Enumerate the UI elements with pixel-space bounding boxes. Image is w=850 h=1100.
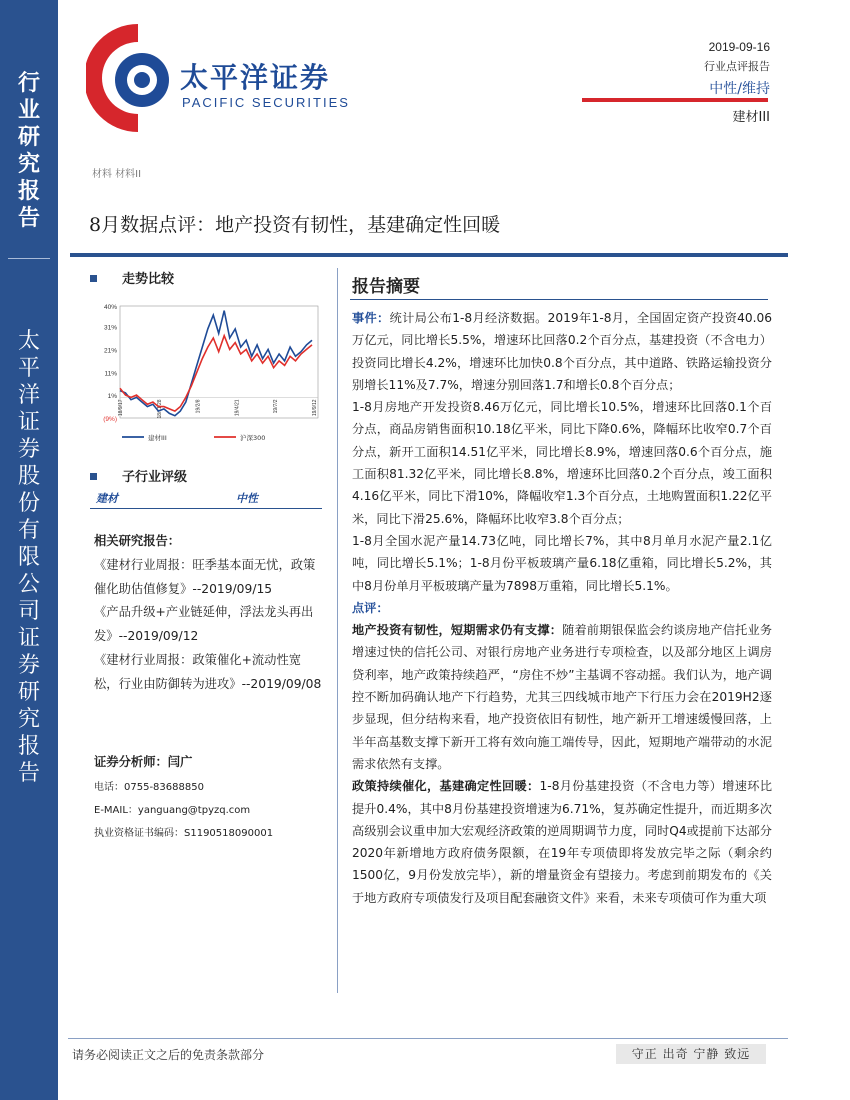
sidebar-char: 司 bbox=[17, 599, 40, 624]
x-tick-label: 18/11/28 bbox=[156, 399, 163, 419]
sidebar-char: 证 bbox=[17, 626, 40, 651]
header-red-rule bbox=[582, 98, 768, 102]
report-date: 2019-09-16 bbox=[708, 40, 770, 54]
summary-heading: 报告摘要 bbox=[352, 277, 420, 297]
sidebar-char: 有 bbox=[17, 518, 40, 543]
sub-industry-rating: 中性 bbox=[236, 492, 258, 505]
trend-chart-svg bbox=[90, 298, 325, 448]
sidebar-char: 股 bbox=[17, 464, 40, 489]
x-tick-label: 19/2/8 bbox=[195, 399, 202, 414]
sidebar-char: 究 bbox=[17, 151, 40, 177]
analyst-email: E-MAIL：yanguang@tpyzq.com bbox=[94, 805, 251, 816]
sidebar-divider bbox=[8, 258, 50, 259]
y-tick-label: 31% bbox=[103, 324, 117, 332]
comment-1-text: 随着前期银保监会约谈房地产信托业务增速过快的信托公司、对银行房地产业务进行专项检查，以及部分地区上调房贷利率，地产政策持续趋严，“房住不炒”主基调不容动摇。我们认为，地产调控不断加码确认地产下行趋势，尤其三四线城市地产下行压力会在2019H2逐步显现，但分结构来看，地产投资依旧有韧性，地产新开工增速缓慢回落，上半年高基数支撑下新开工将有效向施工端传导，因此，短期地产端带动的水泥需求依然有支撑。 bbox=[352, 623, 773, 771]
sidebar-char: 份 bbox=[17, 491, 40, 516]
sidebar-char: 告 bbox=[17, 761, 40, 786]
sidebar-char: 行 bbox=[17, 70, 40, 96]
cement-paragraph: 1-8月全国水泥产量14.73亿吨，同比增长7%，其中8月单月水泥产量2.1亿吨，同比增长5.1%；1-8月份平板玻璃产量6.18亿重箱，同比增长5.2%，其中8月份单月平板玻璃产量为7898万重箱，同比增长5.1%。 bbox=[352, 533, 772, 593]
sidebar-char: 究 bbox=[17, 707, 40, 732]
realestate-paragraph: 1-8月房地产开发投资8.46万亿元，同比增长10.5%，增速环比回落0.1个百分点，商品房销售面积10.18亿平米，同比下降0.6%，降幅环比收窄0.7个百分点，新开工面积14.51亿平米，同比增长8.9%，增速回落0.6个百分点，施工面积81.32亿平米，同比增长8.8%，增速环比回落0.2个百分点，竣工面积4.16亿平米，同比下滑10%，降幅收窄1.3个百分点，土地购置面积1.22亿平米，同比下滑25.6%，降幅环比收窄3.8个百分点； bbox=[352, 400, 772, 526]
related-item: 《建材行业周报：旺季基本面无忧，政策催化助估值修复》--2019/09/15 bbox=[94, 557, 316, 596]
y-tick-label: 40% bbox=[103, 304, 117, 311]
footer-rule bbox=[68, 1038, 788, 1039]
summary-rule bbox=[350, 299, 768, 300]
logo-mark-icon bbox=[86, 18, 186, 138]
x-tick-label: 19/9/12 bbox=[312, 399, 318, 417]
report-type: 行业点评报告 bbox=[704, 60, 770, 73]
page-title: 8月数据点评：地产投资有韧性，基建确定性回暖 bbox=[89, 214, 501, 236]
sidebar-company-name bbox=[0, 328, 58, 787]
sub-industry-rating-row bbox=[96, 490, 258, 506]
left-sidebar bbox=[0, 0, 58, 1100]
summary-body bbox=[352, 307, 772, 909]
footer-motto: 守正 出奇 宁静 致远 bbox=[616, 1044, 766, 1064]
comment-label: 点评： bbox=[352, 600, 389, 615]
legend-label: 建材III bbox=[148, 434, 167, 442]
chart-frame bbox=[120, 306, 318, 418]
y-tick-label: (9%) bbox=[103, 416, 117, 423]
trend-heading: 走势比较 bbox=[122, 272, 175, 287]
company-logo bbox=[86, 18, 376, 138]
title-rule bbox=[70, 253, 788, 257]
rating-rule bbox=[90, 508, 322, 509]
section-marker bbox=[90, 473, 97, 480]
related-item: 《建材行业周报：政策催化+流动性宽松，行业由防御转为进攻》--2019/09/08 bbox=[94, 652, 322, 691]
sidebar-char: 报 bbox=[17, 178, 40, 204]
sidebar-char: 洋 bbox=[17, 383, 40, 408]
sidebar-char: 平 bbox=[17, 356, 40, 381]
event-paragraph bbox=[352, 307, 772, 396]
report-industry: 建材III bbox=[732, 110, 770, 125]
x-tick-label: 19/7/2 bbox=[273, 399, 280, 414]
related-reports bbox=[94, 530, 324, 697]
sidebar-char: 研 bbox=[17, 124, 40, 150]
sidebar-char: 研 bbox=[17, 680, 40, 705]
sidebar-report-kind bbox=[0, 70, 58, 232]
event-text: 统计局公布1-8月经济数据。2019年1-8月，全国固定资产投资40.06万亿元，同比增长5.5%，增速环比回落0.2个百分点，基建投资（不含电力）投资同比增长4.2%，增速环比加快0.8个百分点，其中道路、铁路运输投资分别增长11%及7.7%，增速分别回落1.7和增长0.8个百分点； bbox=[352, 311, 773, 392]
analyst-info bbox=[94, 752, 324, 839]
comment-2-text: 1-8月份基建投资（不含电力等）增速环比提升0.4%，其中8月份基建投资增速为6.71%，复苏确定性提升，而近期多次高级别会议重申加大宏观经济政策的逆周期调节力度，同时Q4或提前下达部分2020年新增地方政府债务限额，在19年专项债即将发放完毕之际（剩余约1500亿，9月份发放完毕），新的增量资金有望接力。考虑到前期发布的《关于地方政府专项债发行及项目配套融资文件》来看，未来专项债可作为重大项 bbox=[352, 779, 773, 905]
report-rating: 中性/维持 bbox=[709, 81, 770, 97]
analyst-heading: 证券分析师：闫广 bbox=[94, 755, 193, 769]
rating-section-heading: 子行业评级 bbox=[122, 470, 188, 485]
logo-text-cn: 太平洋证券 bbox=[180, 61, 331, 94]
x-tick-label: 18/9/17 bbox=[118, 399, 124, 417]
comment-paragraph-2 bbox=[352, 775, 772, 909]
analyst-cert: 执业资格证书编码：S1190518090001 bbox=[94, 828, 274, 839]
x-tick-label: 19/4/21 bbox=[234, 399, 241, 417]
sub-industry-name: 建材 bbox=[96, 492, 118, 505]
sidebar-char: 报 bbox=[17, 734, 40, 759]
sidebar-char: 业 bbox=[17, 97, 40, 123]
comment-1-heading: 地产投资有韧性，短期需求仍有支撑： bbox=[352, 623, 563, 638]
sidebar-char: 证 bbox=[17, 410, 40, 435]
legend-label: 沪深300 bbox=[240, 434, 266, 442]
event-label: 事件： bbox=[352, 311, 390, 325]
sidebar-char: 太 bbox=[17, 329, 40, 354]
y-tick-label: 21% bbox=[103, 347, 117, 355]
related-heading: 相关研究报告： bbox=[94, 534, 181, 548]
trend-chart bbox=[90, 298, 325, 448]
sidebar-char: 告 bbox=[17, 205, 40, 231]
sidebar-char: 公 bbox=[17, 572, 40, 597]
related-item: 《产品升级+产业链延伸，浮法龙头再出发》--2019/09/12 bbox=[94, 605, 314, 644]
column-divider bbox=[337, 268, 338, 993]
y-tick-label: 1% bbox=[107, 393, 117, 401]
sidebar-char: 券 bbox=[17, 653, 40, 678]
sidebar-char: 券 bbox=[17, 437, 40, 462]
sidebar-char: 限 bbox=[17, 545, 40, 570]
logo-text-en: PACIFIC SECURITIES bbox=[182, 95, 350, 110]
analyst-phone: 电话：0755-83688850 bbox=[94, 782, 204, 793]
section-marker bbox=[90, 275, 97, 282]
comment-paragraph-1 bbox=[352, 619, 772, 775]
category-path: 材料 材料II bbox=[92, 169, 142, 180]
footer-disclaimer: 请务必阅读正文之后的免责条款部分 bbox=[72, 1048, 265, 1062]
series-line bbox=[120, 311, 312, 419]
y-tick-label: 11% bbox=[104, 370, 117, 378]
comment-2-heading: 政策持续催化，基建确定性回暖： bbox=[352, 779, 540, 794]
